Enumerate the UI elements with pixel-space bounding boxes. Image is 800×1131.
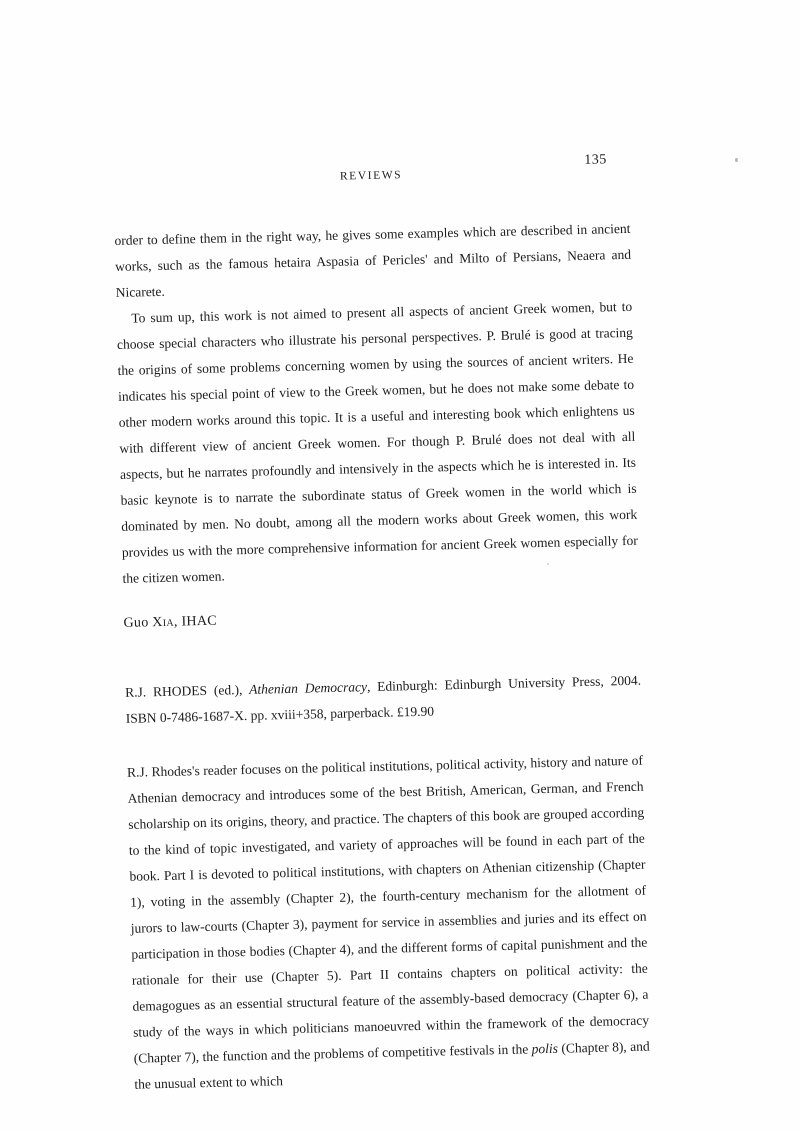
review2-paragraph	[127, 748, 651, 1098]
review1-paragraph-summary: To sum up, this work is not aimed to present all aspects of ancient Greek women, but to choose special characters who illustrate his personal perspectives. P. Brulé is good at tracing the origins of some problems concerning women by using the sources of ancient writers. He indicates his special point of view to the Greek women, but he does not make some debate to other modern works around this topic. It is a useful and interesting book which enlightens us with different view of ancient Greek women. For though P. Brulé does not deal with all aspects, but he narrates profoundly and intensively in the aspects which he is interested in. Its basic keynote is to narrate the subordinate status of Greek women in the world which is dominated by men. No doubt, among all the modern works about Greek women, this work provides us with the more comprehensive information for ancient Greek women especially for the citizen women.	[116, 298, 638, 586]
review2-authors: R.J. RHODES (ed.),	[124, 681, 250, 700]
signature-pre: Guo	[123, 615, 153, 631]
running-head: REVIEWS	[339, 169, 403, 183]
review2-body-part2: (Chapter 8), and the unusual extent to which	[134, 1038, 650, 1092]
review2-book-title: Athenian Democracy	[249, 679, 368, 697]
review1-paragraph-continuation: order to define them in the right way, he gives some examples which are described in ancient works, such as the famous hetaira Aspasia of Pericles' and Milto of Persians, Neaera and Nicarete.	[114, 220, 632, 300]
page-content	[113, 152, 651, 1098]
reviewer-signature	[123, 604, 639, 632]
scan-artifact	[735, 158, 738, 162]
review2-heading	[125, 668, 642, 732]
review2-body-italic-term: polis	[531, 1040, 559, 1057]
signature-affiliation: , IHAC	[173, 613, 218, 630]
review2-body-part1: R.J. Rhodes's reader focuses on the political institutions, political activity, history and nature of Athenian democracy and introduces some of the best British, American, German, and French scholarship on its origins, theory, and practice. The chapters of this book are grouped according to the kind of topic investigated, and variety of approaches will be found in each part of the book. Part I is devoted to political institutions, with chapters on Athenian citizenship (Chapter 1), voting in the assembly (Chapter 2), the fourth-century mechanism for the allotment of jurors to law-courts (Chapter 3), payment for service in assemblies and juries and its effect on participation in those bodies (Chapter 4), and the different forms of capital punishment and the rationale for their use (Chapter 5). Part II contains chapters on political activity: the demagogues as an essential structural feature of the assembly-based democracy (Chapter 6), a study of the ways in which politicians manoeuvred within the framework of the democracy (Chapter 7), the function and the problems of competitive festivals in the	[126, 752, 650, 1066]
page-number: 135	[584, 152, 607, 168]
page-header	[113, 152, 629, 200]
review2-publication-details: , Edinburgh: Edinburgh University Press, 2004. ISBN 0-7486-1687-X. pp. xviii+358, parperback. £19.90	[125, 672, 642, 726]
signature-name: Xia	[152, 614, 175, 631]
